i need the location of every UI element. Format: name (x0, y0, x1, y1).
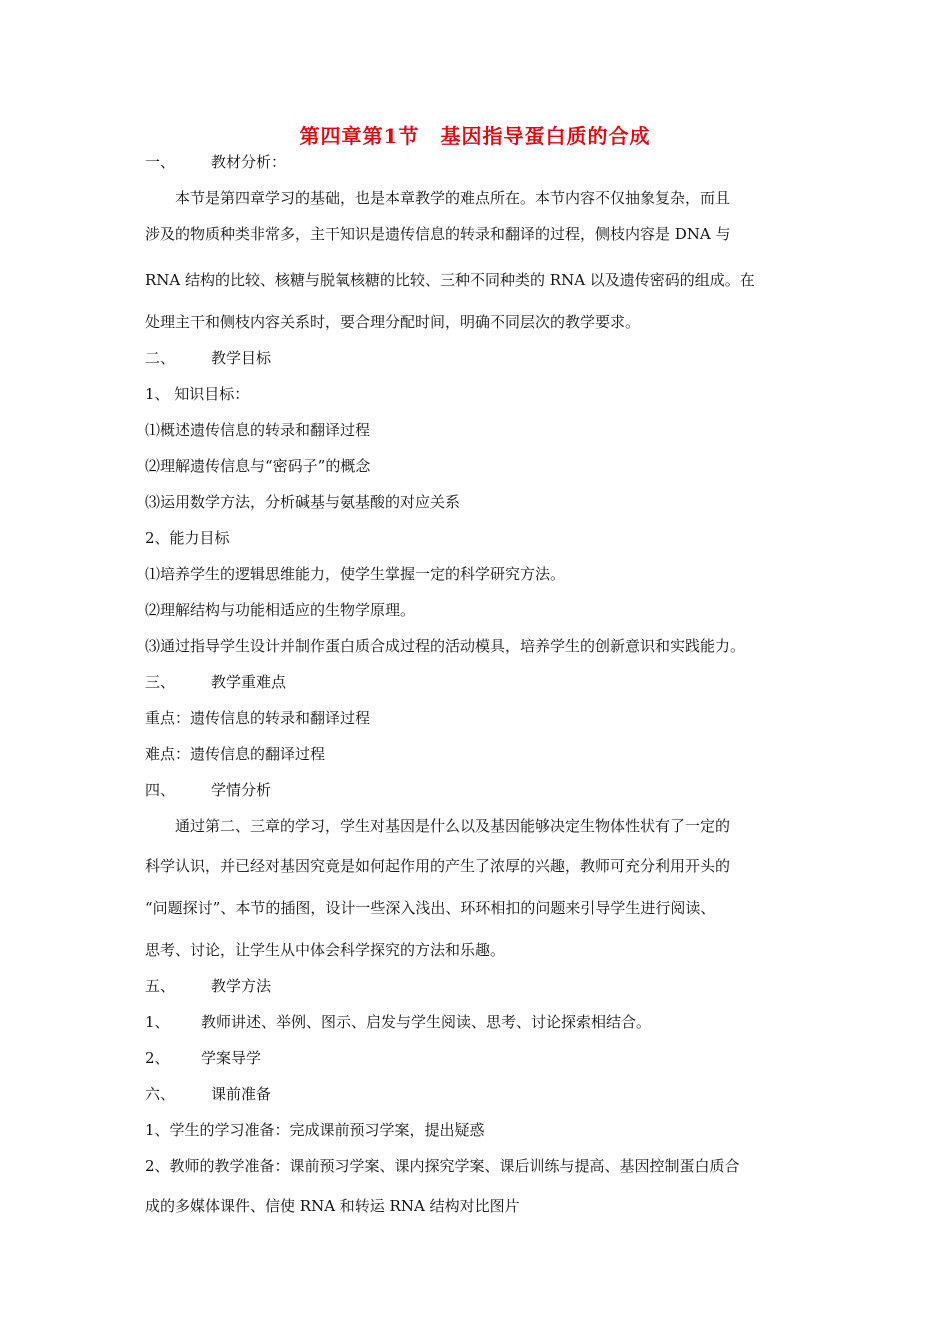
section-heading (145, 780, 815, 800)
paragraph-line: RNA 结构的比较、核糖与脱氧核糖的比较、三种不同种类的 RNA 以及遗传密码的组成。在 (145, 271, 755, 289)
item-number: 1、 (145, 1013, 170, 1031)
paragraph-line: 通过第二、三章的学习，学生对基因是什么以及基因能够决定生物体性状有了一定的 (175, 817, 731, 835)
difficult-point: 难点：遗传信息的翻译过程 (145, 745, 326, 763)
section-title: 课前准备 (211, 1085, 272, 1103)
paragraph-line: 科学认识，并已经对基因究竟是如何起作用的产生了浓厚的兴趣，教师可充分利用开头的 (145, 857, 731, 875)
item-text: 学案导学 (201, 1049, 262, 1067)
section-title: 学情分析 (211, 781, 272, 799)
section-heading (145, 976, 815, 996)
list-item: ⑵理解遗传信息与“密码子”的概念 (145, 457, 371, 475)
section-number: 二、 (145, 349, 176, 367)
item-text: 教师讲述、举例、图示、启发与学生阅读、思考、讨论探索相结合。 (201, 1013, 652, 1031)
section-title: 教学目标 (211, 349, 272, 367)
section-title: 教学方法 (211, 977, 272, 995)
list-item (145, 1048, 815, 1068)
section-title: 教学重难点 (211, 673, 287, 691)
key-point: 重点：遗传信息的转录和翻译过程 (145, 709, 371, 727)
item-number: 2、 (145, 1049, 170, 1067)
section-number: 四、 (145, 781, 176, 799)
section-number: 六、 (145, 1085, 176, 1103)
subheading: 1、 知识目标： (145, 385, 250, 403)
paragraph-line: “问题探讨”、本节的插图，设计一些深入浅出、环环相扣的问题来引导学生进行阅读、 (145, 899, 716, 917)
section-heading (145, 348, 815, 368)
list-item: ⑶运用数学方法，分析碱基与氨基酸的对应关系 (145, 493, 461, 511)
section-heading (145, 152, 815, 172)
list-item: ⑴培养学生的逻辑思维能力，使学生掌握一定的科学研究方法。 (145, 565, 566, 583)
subheading: 2、能力目标 (145, 529, 230, 547)
section-title: 教材分析： (211, 153, 287, 171)
section-number: 一、 (145, 153, 176, 171)
paragraph-line: 本节是第四章学习的基础，也是本章教学的难点所在。本节内容不仅抽象复杂，而且 (175, 189, 731, 207)
list-item: ⑶通过指导学生设计并制作蛋白质合成过程的活动模具，培养学生的创新意识和实践能力。 (145, 637, 746, 655)
paragraph-line: 涉及的物质种类非常多，主干知识是遗传信息的转录和翻译的过程，侧枝内容是 DNA 与 (145, 225, 731, 243)
section-heading (145, 672, 815, 692)
list-item (145, 1012, 815, 1032)
section-number: 三、 (145, 673, 176, 691)
list-item: 1、学生的学习准备：完成课前预习学案，提出疑惑 (145, 1121, 485, 1139)
list-item: 成的多媒体课件、信使 RNA 和转运 RNA 结构对比图片 (145, 1197, 520, 1215)
list-item: ⑵理解结构与功能相适应的生物学原理。 (145, 601, 416, 619)
section-number: 五、 (145, 977, 176, 995)
list-item: ⑴概述遗传信息的转录和翻译过程 (145, 421, 371, 439)
document-title: 第四章第1节 基因指导蛋白质的合成 (299, 124, 651, 148)
section-heading (145, 1084, 815, 1104)
paragraph-line: 处理主干和侧枝内容关系时，要合理分配时间，明确不同层次的教学要求。 (145, 313, 641, 331)
paragraph-line: 思考、讨论，让学生从中体会科学探究的方法和乐趣。 (145, 941, 506, 959)
list-item: 2、教师的教学准备：课前预习学案、课内探究学案、课后训练与提高、基因控制蛋白质合 (145, 1157, 740, 1175)
